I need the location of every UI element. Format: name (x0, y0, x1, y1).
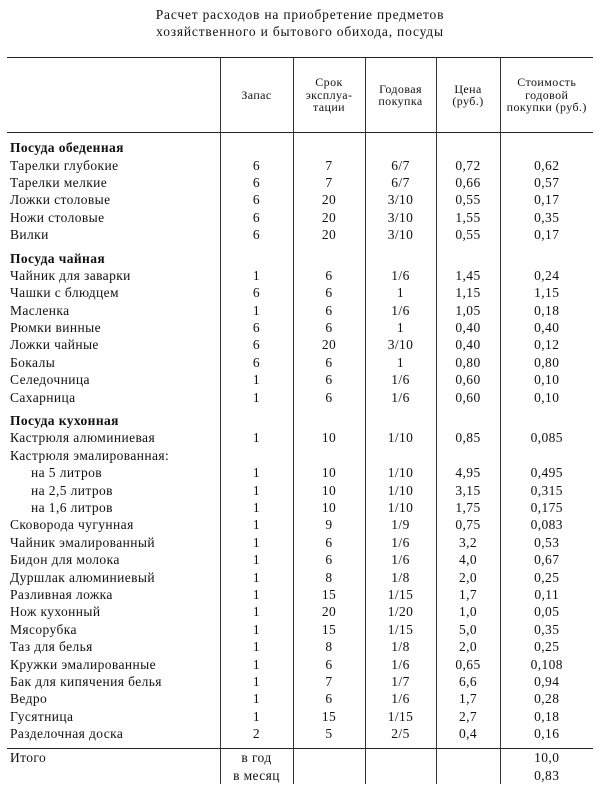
section-header-row (7, 139, 593, 156)
stock-cell: 1 (220, 551, 293, 568)
table-row (7, 388, 593, 405)
item-name-cell: на 1,6 литров (31, 500, 113, 515)
stock-cell: 1 (220, 603, 293, 620)
service-life-cell: 8 (293, 638, 365, 655)
item-name-cell: Нож кухонный (10, 604, 101, 620)
header-price: Цена (руб.) (436, 58, 500, 133)
section-title: Посуда кухонная (10, 413, 119, 429)
annual-purchase-cell: 1/6 (365, 655, 436, 672)
item-name-cell: Бокалы (10, 354, 56, 370)
stock-cell: 1 (220, 568, 293, 585)
total-per-year-label: в год (220, 749, 293, 767)
annual-cost-cell (500, 447, 593, 464)
price-cell: 1,7 (436, 586, 500, 603)
table-row (7, 708, 593, 725)
service-life-cell: 20 (293, 209, 365, 226)
item-name-cell: Дуршлак алюминиевый (10, 569, 155, 585)
annual-purchase-cell: 1/6 (365, 551, 436, 568)
service-life-cell: 7 (293, 156, 365, 173)
service-life-cell: 6 (293, 354, 365, 371)
price-cell: 0,80 (436, 354, 500, 371)
annual-purchase-cell: 1/15 (365, 586, 436, 603)
price-cell: 0,75 (436, 516, 500, 533)
table-row (7, 638, 593, 655)
service-life-cell: 6 (293, 371, 365, 388)
table-row (7, 156, 593, 173)
annual-cost-cell: 0,35 (500, 621, 593, 638)
annual-cost-cell: 0,57 (500, 174, 593, 191)
item-name-cell: Ведро (10, 691, 48, 707)
annual-purchase-cell: 1/6 (365, 690, 436, 707)
total-row-year (7, 749, 593, 767)
table-row (7, 191, 593, 208)
item-name-cell: на 5 литров (31, 465, 103, 481)
price-cell: 4,0 (436, 551, 500, 568)
item-name-cell: Бидон для молока (10, 552, 120, 568)
annual-purchase-cell: 3/10 (365, 226, 436, 243)
header-item (7, 58, 220, 133)
annual-purchase-cell: 6/7 (365, 174, 436, 191)
annual-cost-cell: 0,40 (500, 319, 593, 336)
table-row (7, 267, 593, 284)
annual-cost-cell: 0,315 (500, 481, 593, 498)
service-life-cell: 6 (293, 302, 365, 319)
section-title: Посуда чайная (10, 250, 106, 266)
service-life-cell: 6 (293, 267, 365, 284)
annual-purchase-cell: 3/10 (365, 191, 436, 208)
service-life-cell: 6 (293, 319, 365, 336)
annual-cost-cell: 0,53 (500, 534, 593, 551)
stock-cell: 1 (220, 388, 293, 405)
price-cell: 2,0 (436, 568, 500, 585)
section-header-row (7, 249, 593, 266)
price-cell: 0,55 (436, 191, 500, 208)
price-cell (436, 447, 500, 464)
table-row (7, 621, 593, 638)
annual-cost-cell: 0,35 (500, 209, 593, 226)
expense-table (7, 57, 593, 784)
stock-cell: 6 (220, 226, 293, 243)
item-name-cell: Гусятница (10, 708, 74, 724)
annual-cost-cell: 0,17 (500, 191, 593, 208)
annual-cost-cell: 0,28 (500, 690, 593, 707)
price-cell: 6,6 (436, 673, 500, 690)
price-cell: 1,7 (436, 690, 500, 707)
annual-purchase-cell: 1/15 (365, 621, 436, 638)
stock-cell: 1 (220, 534, 293, 551)
service-life-cell: 6 (293, 551, 365, 568)
stock-cell: 6 (220, 191, 293, 208)
item-name-cell: Сковорода чугунная (10, 517, 134, 533)
stock-cell: 6 (220, 319, 293, 336)
table-row (7, 174, 593, 191)
stock-cell: 1 (220, 371, 293, 388)
table-row (7, 690, 593, 707)
price-cell: 2,7 (436, 708, 500, 725)
service-life-cell: 15 (293, 708, 365, 725)
annual-cost-cell: 0,16 (500, 725, 593, 742)
table-row (7, 429, 593, 446)
service-life-cell: 6 (293, 284, 365, 301)
stock-cell: 1 (220, 516, 293, 533)
annual-cost-cell: 0,67 (500, 551, 593, 568)
item-name-cell: Тарелки глубокие (10, 157, 119, 173)
item-name-cell: Кружки эмалированные (10, 656, 157, 672)
item-name-cell: Кастрюля эмалированная: (10, 447, 170, 463)
table-row (7, 354, 593, 371)
item-name-cell: Ложки столовые (10, 192, 111, 208)
table-row (7, 655, 593, 672)
table-row (7, 319, 593, 336)
table-row (7, 447, 593, 464)
annual-purchase-cell (365, 447, 436, 464)
stock-cell: 1 (220, 481, 293, 498)
annual-purchase-cell: 1/10 (365, 499, 436, 516)
table-row (7, 284, 593, 301)
stock-cell: 1 (220, 429, 293, 446)
service-life-cell: 9 (293, 516, 365, 533)
price-cell: 0,72 (436, 156, 500, 173)
service-life-cell: 20 (293, 336, 365, 353)
service-life-cell (293, 447, 365, 464)
service-life-cell: 5 (293, 725, 365, 742)
stock-cell: 6 (220, 336, 293, 353)
annual-purchase-cell: 1 (365, 284, 436, 301)
table-row (7, 673, 593, 690)
price-cell: 1,75 (436, 499, 500, 516)
total-per-month-value: 0,83 (500, 767, 593, 784)
item-name-cell: Рюмки винные (10, 320, 102, 336)
item-name-cell: Тарелки мелкие (10, 174, 108, 190)
table-row (7, 371, 593, 388)
price-cell: 0,65 (436, 655, 500, 672)
service-life-cell: 20 (293, 226, 365, 243)
item-name-cell: Кастрюля алюминиевая (10, 430, 156, 446)
table-row (7, 551, 593, 568)
stock-cell: 1 (220, 586, 293, 603)
item-name-cell: Селедочница (10, 372, 90, 388)
price-cell: 0,60 (436, 388, 500, 405)
table-row (7, 209, 593, 226)
service-life-cell: 10 (293, 499, 365, 516)
service-life-cell: 7 (293, 174, 365, 191)
table-row (7, 534, 593, 551)
annual-purchase-cell: 1/8 (365, 638, 436, 655)
stock-cell: 1 (220, 673, 293, 690)
annual-cost-cell: 0,108 (500, 655, 593, 672)
item-name-cell: Мясорубка (10, 621, 77, 637)
annual-purchase-cell: 1/15 (365, 708, 436, 725)
service-life-cell: 7 (293, 673, 365, 690)
annual-cost-cell: 1,15 (500, 284, 593, 301)
item-name-cell: Сахарница (10, 389, 76, 405)
annual-cost-cell: 0,25 (500, 568, 593, 585)
service-life-cell: 15 (293, 621, 365, 638)
item-name-cell: Бак для кипячения белья (10, 673, 162, 689)
annual-cost-cell: 0,085 (500, 429, 593, 446)
service-life-cell: 6 (293, 690, 365, 707)
annual-cost-cell: 0,94 (500, 673, 593, 690)
price-cell: 3,15 (436, 481, 500, 498)
stock-cell: 6 (220, 174, 293, 191)
service-life-cell: 6 (293, 534, 365, 551)
service-life-cell: 6 (293, 388, 365, 405)
annual-cost-cell: 0,80 (500, 354, 593, 371)
stock-cell: 1 (220, 621, 293, 638)
stock-cell: 1 (220, 708, 293, 725)
price-cell: 3,2 (436, 534, 500, 551)
table-row (7, 302, 593, 319)
title-line-1: Расчет расходов на приобретение предметов (155, 7, 445, 22)
annual-purchase-cell: 1 (365, 319, 436, 336)
annual-purchase-cell: 1/10 (365, 464, 436, 481)
header-row (7, 58, 593, 133)
table-row (7, 586, 593, 603)
stock-cell: 1 (220, 267, 293, 284)
price-cell: 0,40 (436, 336, 500, 353)
service-life-cell: 20 (293, 603, 365, 620)
price-cell: 0,60 (436, 371, 500, 388)
price-cell: 2,0 (436, 638, 500, 655)
service-life-cell: 10 (293, 429, 365, 446)
annual-purchase-cell: 1/7 (365, 673, 436, 690)
annual-cost-cell: 0,11 (500, 586, 593, 603)
header-stock: Запас (220, 58, 293, 133)
item-name-cell: Чайник эмалированный (10, 534, 156, 550)
table-row (7, 336, 593, 353)
annual-purchase-cell: 1/6 (365, 267, 436, 284)
stock-cell: 1 (220, 499, 293, 516)
item-name-cell: Разливная ложка (10, 586, 113, 602)
service-life-cell: 6 (293, 655, 365, 672)
annual-cost-cell: 0,12 (500, 336, 593, 353)
service-life-cell: 10 (293, 481, 365, 498)
price-cell: 1,0 (436, 603, 500, 620)
annual-purchase-cell: 1/10 (365, 429, 436, 446)
annual-purchase-cell: 1/9 (365, 516, 436, 533)
annual-purchase-cell: 1/20 (365, 603, 436, 620)
stock-cell: 1 (220, 464, 293, 481)
price-cell: 0,55 (436, 226, 500, 243)
total-per-year-value: 10,0 (500, 749, 593, 767)
service-life-cell: 10 (293, 464, 365, 481)
stock-cell: 2 (220, 725, 293, 742)
stock-cell: 1 (220, 302, 293, 319)
item-name-cell: Чашки с блюдцем (10, 285, 119, 301)
annual-cost-cell: 0,083 (500, 516, 593, 533)
table-body (7, 133, 593, 749)
price-cell: 5,0 (436, 621, 500, 638)
section-header-row (7, 412, 593, 429)
price-cell: 1,15 (436, 284, 500, 301)
stock-cell: 6 (220, 284, 293, 301)
price-cell: 0,40 (436, 319, 500, 336)
table-row (7, 464, 593, 481)
stock-cell: 6 (220, 209, 293, 226)
total-label: Итого (7, 749, 220, 767)
annual-purchase-cell: 6/7 (365, 156, 436, 173)
stock-cell (220, 447, 293, 464)
section-title: Посуда обеденная (10, 140, 124, 156)
service-life-cell: 20 (293, 191, 365, 208)
service-life-cell: 15 (293, 586, 365, 603)
price-cell: 1,55 (436, 209, 500, 226)
price-cell: 0,66 (436, 174, 500, 191)
annual-cost-cell: 0,18 (500, 708, 593, 725)
item-name-cell: Вилки (10, 227, 49, 243)
annual-purchase-cell: 2/5 (365, 725, 436, 742)
annual-purchase-cell: 1/6 (365, 302, 436, 319)
annual-cost-cell: 0,10 (500, 371, 593, 388)
table-row (7, 568, 593, 585)
total-per-month-label: в месяц (220, 767, 293, 784)
annual-cost-cell: 0,175 (500, 499, 593, 516)
table-row (7, 603, 593, 620)
price-cell: 1,05 (436, 302, 500, 319)
stock-cell: 6 (220, 156, 293, 173)
item-name-cell: Чайник для заварки (10, 267, 131, 283)
table-row (7, 499, 593, 516)
price-cell: 0,85 (436, 429, 500, 446)
stock-cell: 1 (220, 690, 293, 707)
stock-cell: 1 (220, 655, 293, 672)
annual-purchase-cell: 1 (365, 354, 436, 371)
item-name-cell: Масленка (10, 302, 70, 318)
table-row (7, 481, 593, 498)
price-cell: 4,95 (436, 464, 500, 481)
annual-cost-cell: 0,62 (500, 156, 593, 173)
price-cell: 0,4 (436, 725, 500, 742)
stock-cell: 6 (220, 354, 293, 371)
header-annual-purchase: Годовая покупка (365, 58, 436, 133)
annual-purchase-cell: 1/6 (365, 534, 436, 551)
total-row-month (7, 767, 593, 784)
annual-purchase-cell: 1/10 (365, 481, 436, 498)
table-row (7, 725, 593, 742)
annual-cost-cell: 0,18 (500, 302, 593, 319)
annual-purchase-cell: 1/8 (365, 568, 436, 585)
stock-cell: 1 (220, 638, 293, 655)
annual-cost-cell: 0,10 (500, 388, 593, 405)
annual-purchase-cell: 1/6 (365, 371, 436, 388)
annual-cost-cell: 0,05 (500, 603, 593, 620)
item-name-cell: Ложки чайные (10, 337, 99, 353)
header-service-life: Срок эксплуа-тации (293, 58, 365, 133)
annual-purchase-cell: 3/10 (365, 209, 436, 226)
annual-cost-cell: 0,25 (500, 638, 593, 655)
table-title (0, 6, 600, 40)
service-life-cell: 8 (293, 568, 365, 585)
header-annual-cost: Стоимость годовой покупки (руб.) (500, 58, 593, 133)
table-row (7, 226, 593, 243)
annual-cost-cell: 0,17 (500, 226, 593, 243)
item-name-cell: Таз для белья (10, 639, 93, 655)
annual-purchase-cell: 3/10 (365, 336, 436, 353)
price-cell: 1,45 (436, 267, 500, 284)
annual-purchase-cell: 1/6 (365, 388, 436, 405)
item-name-cell: на 2,5 литров (31, 482, 113, 498)
annual-cost-cell: 0,495 (500, 464, 593, 481)
title-line-2: хозяйственного и бытового обихода, посуды (156, 24, 444, 39)
item-name-cell: Ножи столовые (10, 209, 105, 225)
table-row (7, 516, 593, 533)
annual-cost-cell: 0,24 (500, 267, 593, 284)
item-name-cell: Разделочная доска (10, 726, 124, 742)
